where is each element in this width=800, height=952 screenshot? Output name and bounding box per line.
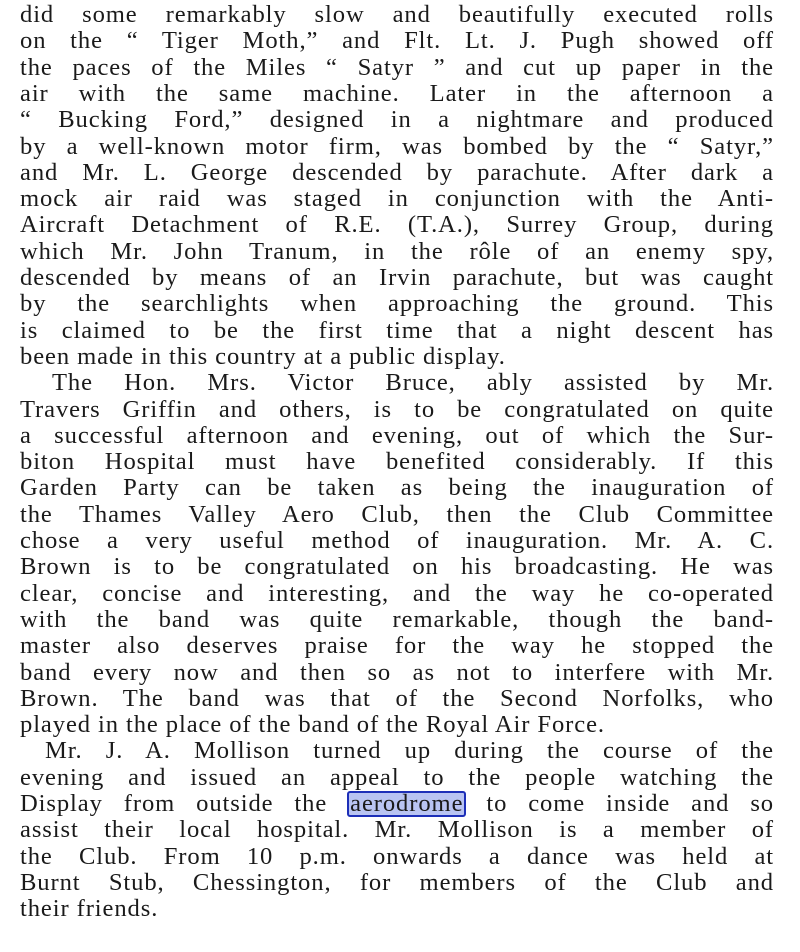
text-line: air with the same machine. Later in the afternoon a <box>20 79 774 107</box>
text-line: did some remarkably slow and beautifully executed rolls <box>20 1 774 28</box>
text-line: Brown is to be congratulated on his broadcasting. He was <box>20 553 774 581</box>
text-line: Garden Party can be taken as being the inauguration of <box>20 474 774 502</box>
text-line: the paces of the Miles “ Satyr ” and cut up paper in the <box>20 53 774 81</box>
text-line: is claimed to be the first time that a night descent has <box>20 316 774 344</box>
text-line: chose a very useful method of inauguration. Mr. A. C. <box>20 527 774 554</box>
text-line: Travers Griffin and others, is to be congratulated on quite <box>20 395 774 423</box>
text-line: descended by means of an Irvin parachute, but was caught <box>20 264 774 291</box>
text-line: The Hon. Mrs. Victor Bruce, ably assisted by Mr. <box>52 369 774 397</box>
text-line: “ Bucking Ford,” designed in a nightmare and produced <box>20 106 774 134</box>
text-line: mock air raid was staged in conjunction with the Anti- <box>20 185 774 213</box>
text-line: biton Hospital must have benefited considerably. If this <box>20 448 774 476</box>
text-line: master also deserves praise for the way he stopped the <box>20 632 774 660</box>
text-line: clear, concise and interesting, and the way he co-operated <box>20 579 774 607</box>
text-line: Brown. The band was that of the Second Norfolks, who <box>20 684 774 712</box>
text-line: and Mr. L. George descended by parachute. After dark a <box>20 158 774 186</box>
text-line: the Club. From 10 p.m. onwards a dance was held at <box>20 842 774 870</box>
text-line: played in the place of the band of the Royal Air Force. <box>20 711 605 739</box>
text-line: by the searchlights when approaching the ground. This <box>20 290 774 318</box>
text-line: their friends. <box>20 895 159 923</box>
text-segment: to come inside and so <box>486 790 774 817</box>
text-line: assist their local hospital. Mr. Mollison is a member of <box>20 816 774 844</box>
text-line: Mr. J. A. Mollison turned up during the course of the <box>45 737 774 765</box>
text-line: Burnt Stub, Chessington, for members of the Club and <box>20 868 774 896</box>
text-line: with the band was quite remarkable, though the band- <box>20 605 774 633</box>
text-line: a successful afternoon and evening, out of which the Sur- <box>20 421 774 449</box>
text-line: by a well-known motor firm, was bombed by the “ Satyr,” <box>20 132 774 160</box>
text-line: on the “ Tiger Moth,” and Flt. Lt. J. Pugh showed off <box>20 27 774 55</box>
highlighted-word-aerodrome[interactable]: aerodrome <box>347 791 466 817</box>
text-line: the Thames Valley Aero Club, then the Club Committee <box>20 500 774 528</box>
text-line: which Mr. John Tranum, in the rôle of an enemy spy, <box>20 237 774 265</box>
text-line: Aircraft Detachment of R.E. (T.A.), Surrey Group, during <box>20 211 774 239</box>
text-line: band every now and then so as not to interfere with Mr. <box>20 658 774 686</box>
text-line: been made in this country at a public display. <box>20 342 506 370</box>
text-line-highlighted <box>20 791 774 817</box>
text-segment: Display from outside the <box>20 790 328 817</box>
text-line: evening and issued an appeal to the people watching the <box>20 763 774 791</box>
